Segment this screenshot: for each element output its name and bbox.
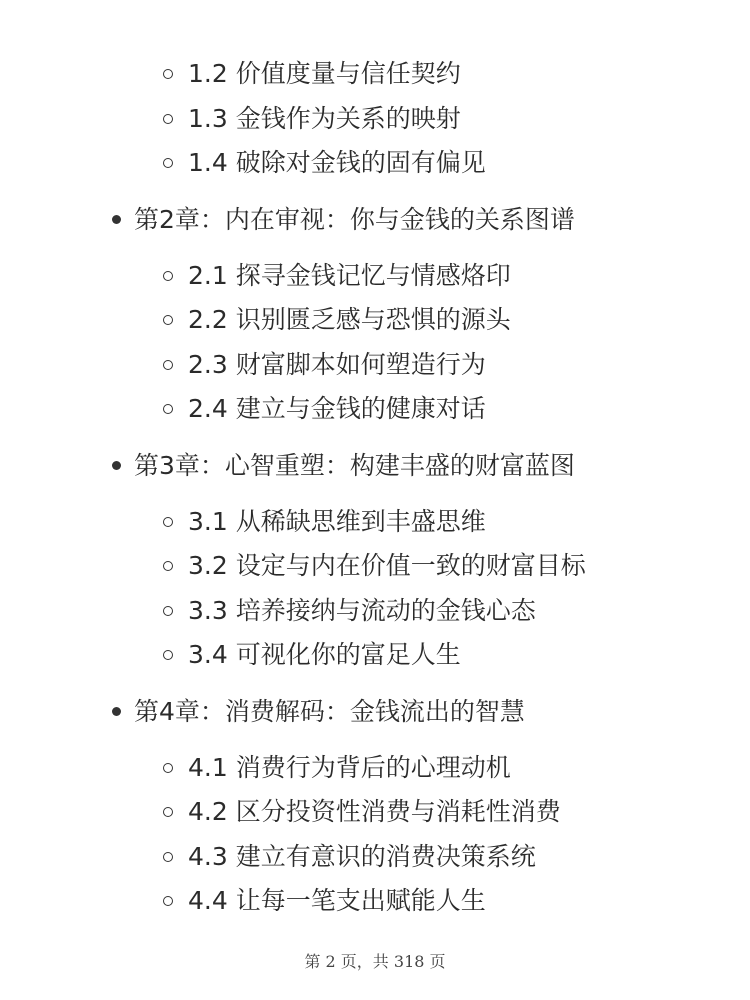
page-number: 第 2 页，共 318 页 [304,952,446,971]
toc-item-label: 4.4 让每一笔支出赋能人生 [188,886,486,915]
toc-item[interactable] [0,633,750,678]
hollow-bullet-icon [163,315,173,325]
toc-chapter[interactable] [0,690,750,734]
solid-bullet-icon [112,707,121,716]
toc-chapter-label: 第3章：心智重塑：构建丰盛的财富蓝图 [134,450,575,480]
toc-item-label: 1.2 价值度量与信任契约 [188,59,461,88]
toc-item[interactable] [0,835,750,880]
toc-item[interactable] [0,589,750,634]
toc-item-label: 1.4 破除对金钱的固有偏见 [188,148,486,177]
toc-item[interactable] [0,790,750,835]
hollow-bullet-icon [163,763,173,773]
hollow-bullet-icon [163,517,173,527]
toc-item[interactable] [0,343,750,388]
toc-item[interactable] [0,500,750,545]
toc-item[interactable] [0,254,750,299]
toc-chapter-label: 第4章：消费解码：金钱流出的智慧 [134,696,525,726]
hollow-bullet-icon [163,896,173,906]
hollow-bullet-icon [163,360,173,370]
toc-item-label: 1.3 金钱作为关系的映射 [188,103,461,133]
toc-item-label: 4.2 区分投资性消费与消耗性消费 [188,797,561,826]
toc-item[interactable] [0,387,750,432]
toc-item-label: 4.1 消费行为背后的心理动机 [188,752,511,782]
hollow-bullet-icon [163,404,173,414]
toc-item[interactable] [0,879,750,924]
table-of-contents [0,52,750,924]
toc-item[interactable] [0,544,750,589]
toc-item[interactable] [0,746,750,791]
hollow-bullet-icon [163,114,173,124]
hollow-bullet-icon [163,807,173,817]
toc-item[interactable] [0,298,750,343]
toc-item-label: 3.3 培养接纳与流动的金钱心态 [188,595,536,625]
toc-item-label: 4.3 建立有意识的消费决策系统 [188,841,536,871]
toc-item-label: 2.3 财富脚本如何塑造行为 [188,349,486,379]
toc-item[interactable] [0,97,750,142]
toc-item-label: 2.4 建立与金钱的健康对话 [188,394,486,423]
solid-bullet-icon [112,461,121,470]
toc-item-label: 3.1 从稀缺思维到丰盛思维 [188,506,486,536]
toc-item[interactable] [0,141,750,186]
toc-chapter[interactable] [0,198,750,242]
hollow-bullet-icon [163,852,173,862]
solid-bullet-icon [112,215,121,224]
toc-chapter[interactable] [0,444,750,488]
hollow-bullet-icon [163,69,173,79]
hollow-bullet-icon [163,650,173,660]
toc-item-label: 3.4 可视化你的富足人生 [188,640,461,669]
toc-item-label: 2.2 识别匮乏感与恐惧的源头 [188,305,511,334]
hollow-bullet-icon [163,158,173,168]
hollow-bullet-icon [163,271,173,281]
hollow-bullet-icon [163,606,173,616]
toc-item-label: 3.2 设定与内在价值一致的财富目标 [188,551,586,580]
toc-item-label: 2.1 探寻金钱记忆与情感烙印 [188,260,511,290]
toc-chapter-label: 第2章：内在审视：你与金钱的关系图谱 [134,204,575,234]
toc-item[interactable] [0,52,750,97]
hollow-bullet-icon [163,561,173,571]
